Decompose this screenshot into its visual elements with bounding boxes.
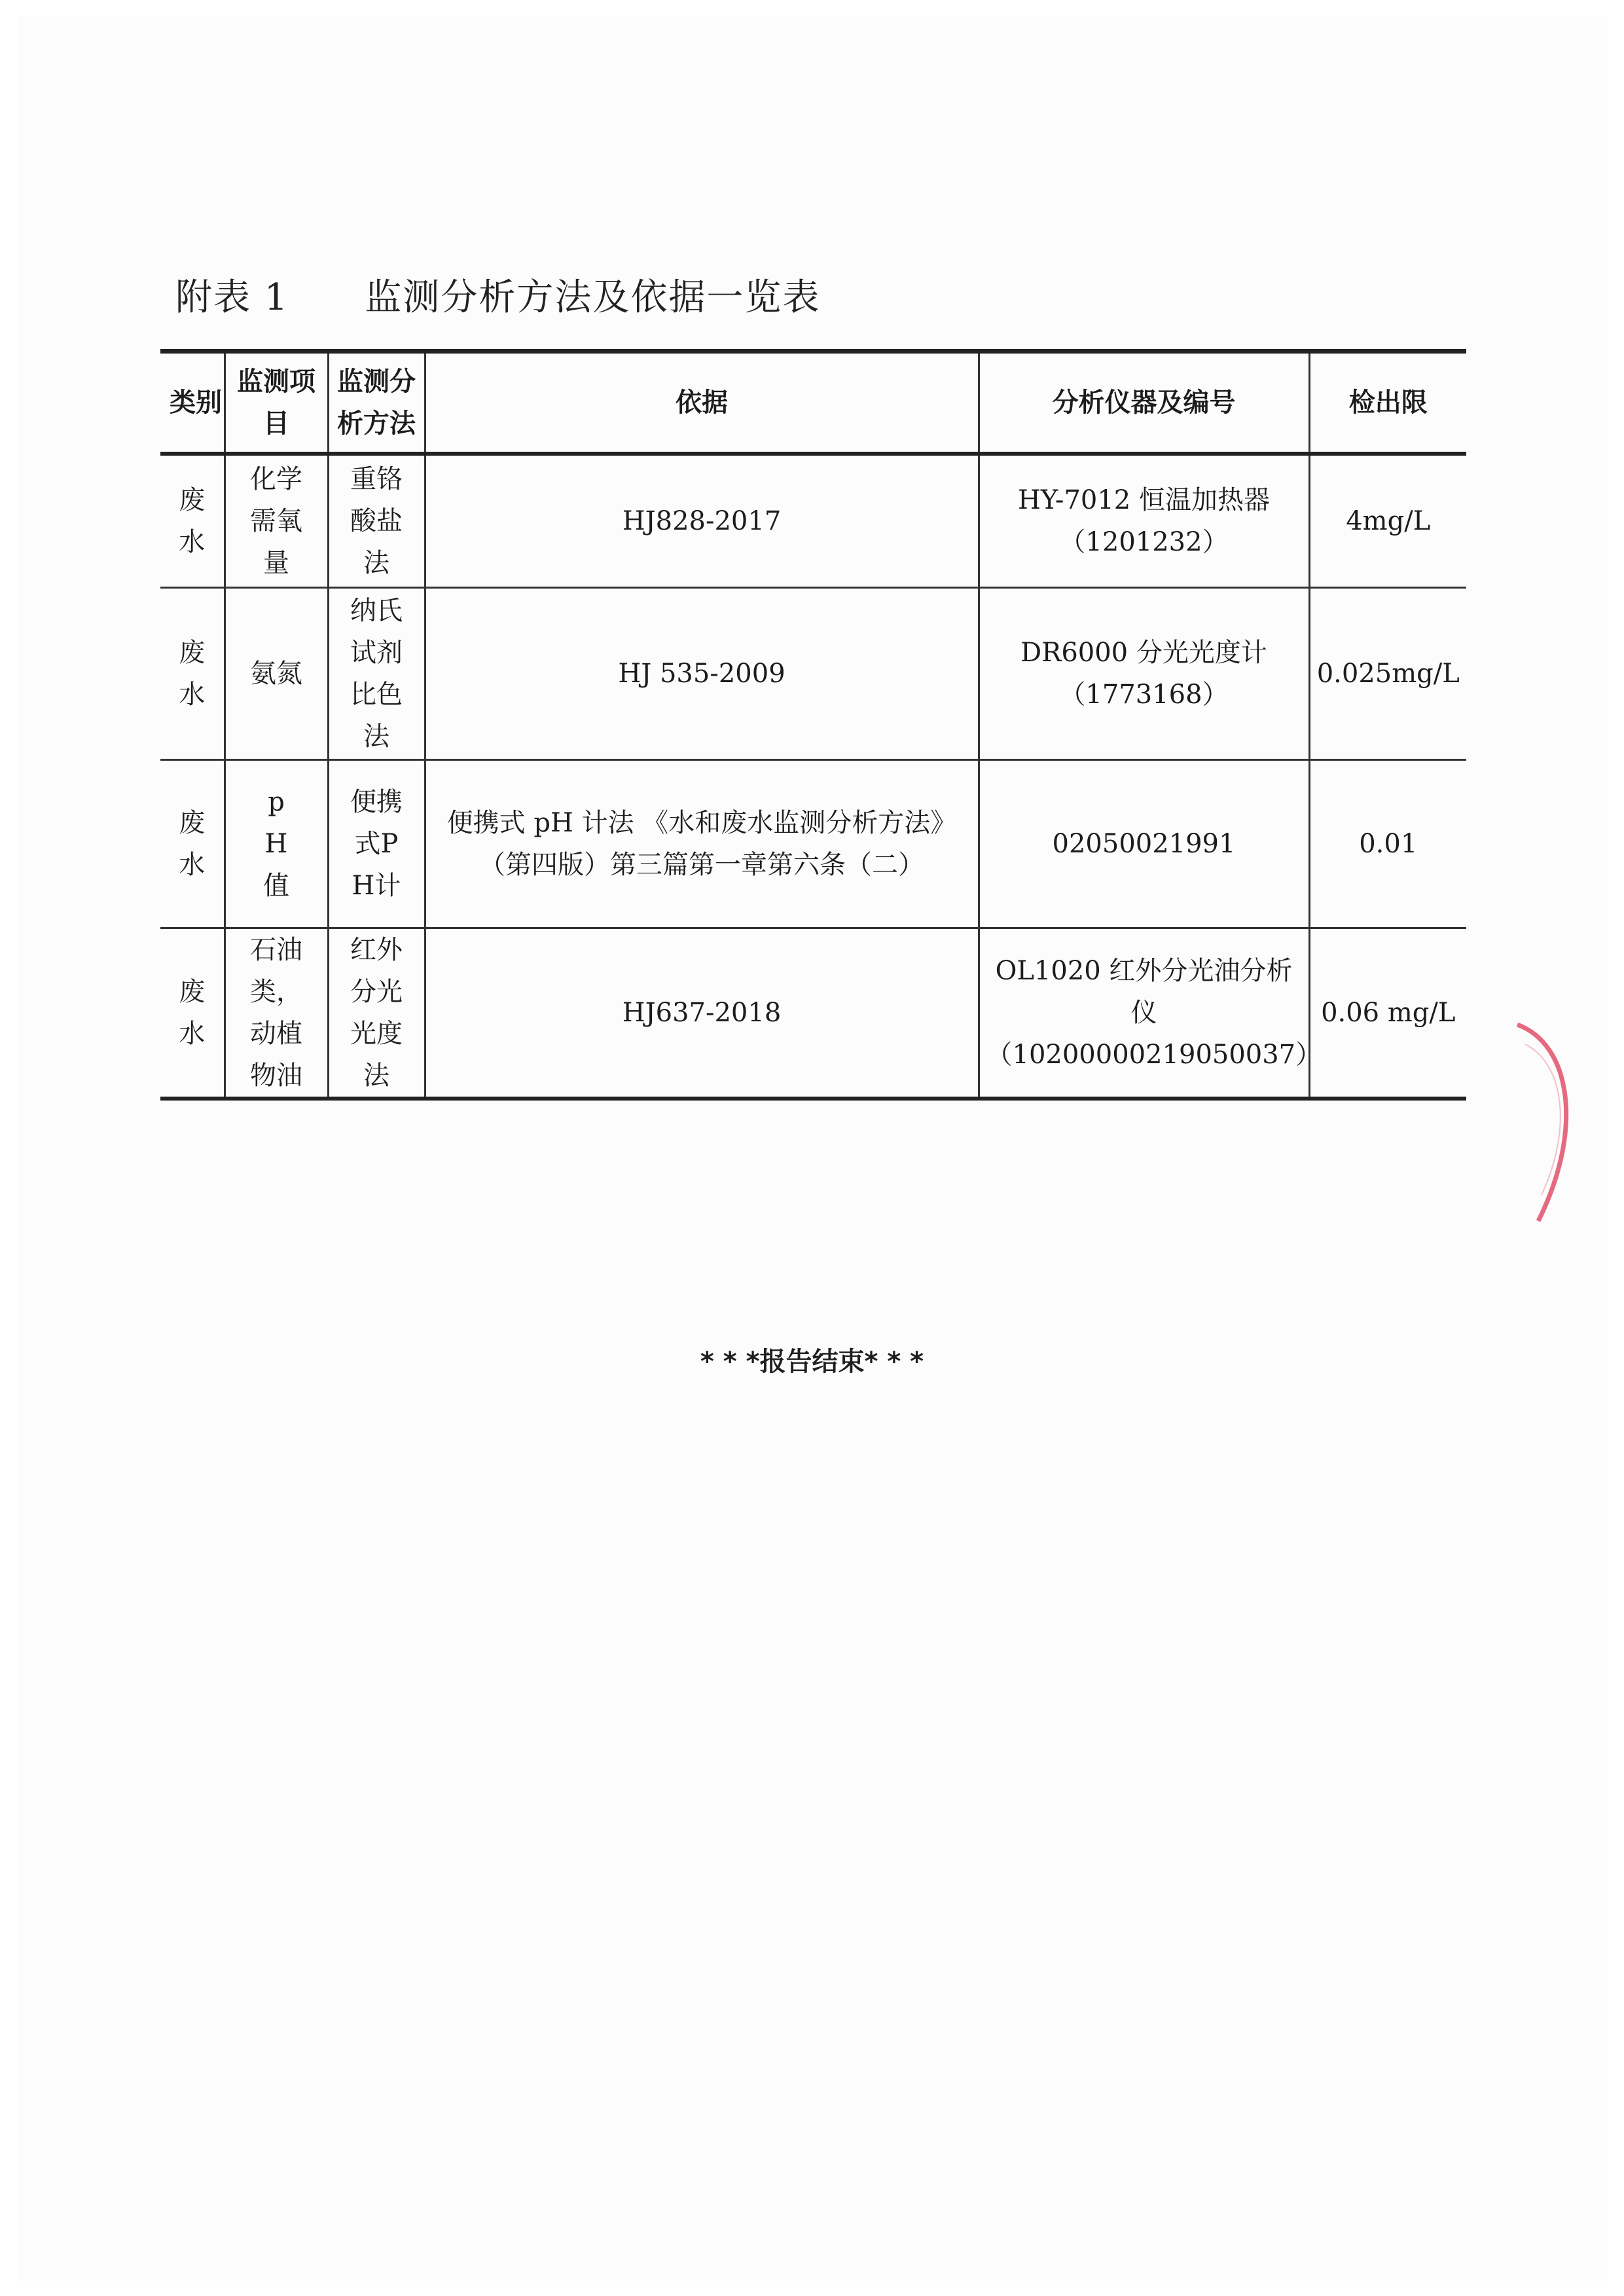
- cell-basis: [425, 760, 979, 928]
- cell-instrument: [979, 454, 1309, 588]
- instrument-id: 仪（10200000219050037）: [986, 998, 1322, 1070]
- cell-limit: 0.025mg/L: [1309, 588, 1466, 760]
- table-row: [160, 588, 1466, 760]
- cell-method: 重铬酸盐法: [328, 454, 425, 588]
- cell-method: 纳氏试剂比色法: [328, 588, 425, 760]
- cell-category: 废水: [160, 588, 225, 760]
- header-limit: 检出限: [1309, 352, 1466, 454]
- header-category: 类别: [160, 352, 225, 454]
- cell-method: 便携式PH计: [328, 760, 425, 928]
- header-basis: 依据: [425, 352, 979, 454]
- instrument-id: （1773168）: [1059, 680, 1229, 710]
- instrument-id: （1201232）: [1059, 526, 1229, 557]
- cell-item: 氨氮: [225, 588, 328, 760]
- cell-instrument: [979, 588, 1309, 760]
- table-header-row: [160, 352, 1466, 454]
- cell-category: 废水: [160, 928, 225, 1099]
- basis-line-2: （第四版）第三篇第一章第六条（二）: [479, 850, 924, 880]
- page-title: 附表 1 监测分析方法及依据一览表: [175, 276, 821, 319]
- basis-line-1: 便携式 pH 计法 《水和废水监测分析方法》: [446, 808, 957, 838]
- instrument-name: HY-7012 恒温加热器: [1018, 484, 1270, 515]
- cell-basis: HJ637-2018: [425, 928, 979, 1099]
- cell-category: 废水: [160, 760, 225, 928]
- cell-item: pH值: [225, 760, 328, 928]
- cell-instrument: 02050021991: [979, 760, 1309, 928]
- cell-item: 石油类，动植物油: [225, 928, 328, 1099]
- cell-limit: 0.06 mg/L: [1309, 928, 1466, 1099]
- instrument-name: DR6000 分光光度计: [1020, 638, 1267, 668]
- instrument-name: OL1020 红外分光油分析: [995, 956, 1293, 986]
- cell-item: 化学需氧量: [225, 454, 328, 588]
- cell-method: 红外分光光度法: [328, 928, 425, 1099]
- cell-basis: HJ 535-2009: [425, 588, 979, 760]
- monitoring-methods-table: [160, 349, 1466, 1101]
- cell-basis: HJ828-2017: [425, 454, 979, 588]
- cell-instrument: [979, 928, 1322, 1099]
- cell-category: 废水: [160, 454, 225, 588]
- cell-limit: 0.01: [1309, 760, 1466, 928]
- cell-limit: 4mg/L: [1309, 454, 1466, 588]
- table-row: [160, 454, 1466, 588]
- header-item: 监测项目: [225, 352, 328, 454]
- header-method: 监测分析方法: [328, 352, 425, 454]
- seal-stamp-icon: [1512, 1018, 1610, 1228]
- header-instrument: 分析仪器及编号: [979, 352, 1309, 454]
- report-end-marker: * * *报告结束* * *: [700, 1347, 924, 1377]
- table-row: [160, 760, 1466, 928]
- table-row: [160, 928, 1466, 1099]
